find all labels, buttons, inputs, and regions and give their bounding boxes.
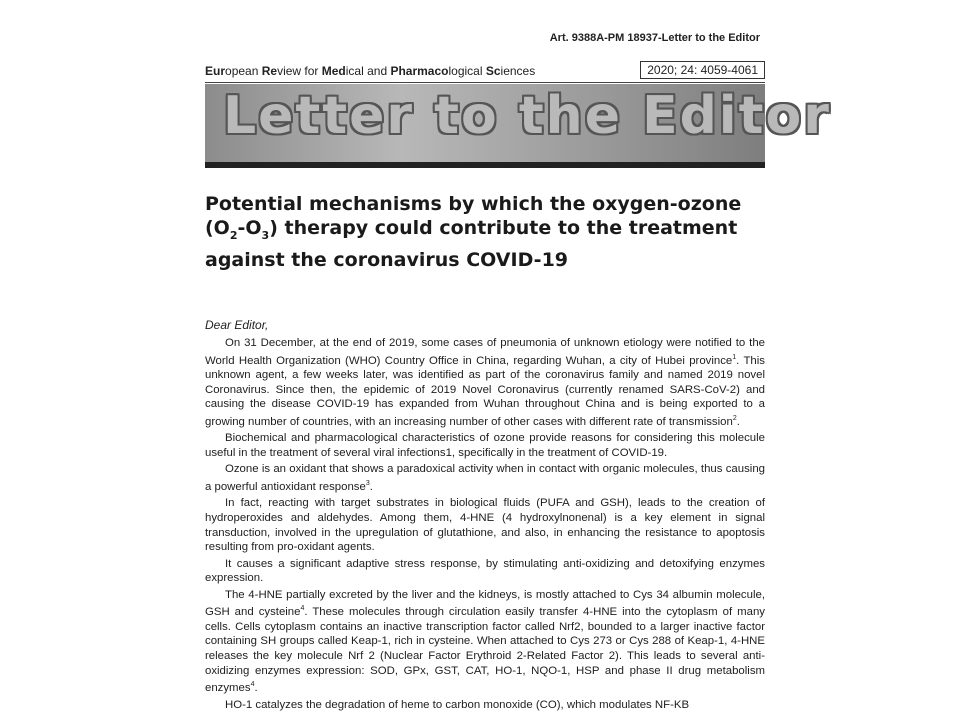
journal-citation: 2020; 24: 4059-4061 bbox=[640, 61, 765, 79]
journal-name bbox=[205, 64, 535, 78]
letter-body bbox=[205, 336, 765, 714]
reference-superscript: 4 bbox=[300, 605, 305, 613]
title-line-2 bbox=[205, 216, 765, 248]
body-paragraph bbox=[205, 698, 765, 713]
journal-name-part: Eur bbox=[205, 64, 226, 78]
title-subscript-3: 3 bbox=[261, 228, 270, 242]
reference-superscript: 1 bbox=[732, 353, 737, 361]
article-title bbox=[205, 192, 765, 272]
paragraph-text: . bbox=[254, 682, 258, 695]
reference-superscript: 3 bbox=[365, 479, 370, 487]
paragraph-text: Biochemical and pharmacological characteristics of ozone provide reasons for considering this molecule useful in the treatment of several viral infections1, specifically in the treatment of COVID-19. bbox=[205, 432, 765, 459]
body-paragraph bbox=[205, 496, 765, 554]
paragraph-text: Ozone is an oxidant that shows a paradoxical activity when in contact with organic molecules, thus causing a powerful antioxidant response bbox=[205, 463, 765, 493]
paragraph-text: . These molecules through circulation easily transfer 4-HNE into the cytoplasm of many cells. Cells cytoplasm contains an inactive transcription factor called Nrf2, bounded to a larger inactive factor containing SH groups called Keap-1, rich in cysteine. When attached to Cys 273 or Cys 288 of Keap-1, 4-HNE releases the key molecule Nrf 2 (Nuclear Factor Erythroid 2-Related Factor 2). This leads to several anti-oxidizing enzymes expression: SOD, GPx, GST, CAT, HO-1, NQO-1, HSP and phase II drug metabolism enzymes bbox=[205, 606, 765, 695]
journal-name-part: view for bbox=[277, 64, 322, 78]
paragraph-text: . This unknown agent, a few weeks later, was identified as part of the coronavirus family and named 2019 novel Coronavirus. Since then, the epidemic of 2019 Novel Coronavirus (currently renamed SARS-CoV-2) and causing the disease COVID-19 has expanded from Wuhan throughout China and is being exported to a growing number of countries, with an increasing number of other cases with different rate of transmission bbox=[205, 354, 765, 428]
body-paragraph bbox=[205, 557, 765, 586]
journal-name-part: logical bbox=[448, 64, 486, 78]
journal-name-part: Med bbox=[321, 64, 346, 78]
paragraph-text: The 4-HNE partially excreted by the liver and the kidneys, is mostly attached to Cys 34 albumin molecule, GSH and cysteine bbox=[205, 588, 765, 619]
journal-name-part: Re bbox=[261, 64, 278, 78]
journal-name-part: ical and bbox=[345, 64, 391, 78]
paragraph-text: . bbox=[369, 480, 373, 493]
body-paragraph bbox=[205, 462, 765, 494]
journal-name-part: iences bbox=[500, 64, 536, 78]
letter-to-editor-banner bbox=[205, 84, 831, 168]
article-id: Art. 9388A-PM 18937-Letter to the Editor bbox=[549, 32, 760, 44]
paragraph-text: . bbox=[736, 415, 740, 428]
journal-name-part: Pharmaco bbox=[390, 64, 449, 78]
title-subscript-2: 2 bbox=[229, 228, 238, 242]
body-paragraph bbox=[205, 588, 765, 696]
journal-name-part: opean bbox=[225, 64, 262, 78]
body-paragraph bbox=[205, 431, 765, 460]
salutation: Dear Editor, bbox=[205, 318, 269, 332]
paragraph-text: In fact, reacting with target substrates in biological fluids (PUFA and GSH), leads to the creation of hydroperoxides and aldehydes. Among them, 4-HNE (4 hydroxylnonenal) is a key element in signal transduction, involved in the upregulation of glutathione, and also, in enhancing the resistance to apoptosis resulting from pro-oxidant agents. bbox=[205, 497, 765, 554]
title-dash: -O bbox=[237, 217, 262, 239]
reference-superscript: 2 bbox=[732, 414, 737, 422]
banner-text: Letter to the Editor bbox=[223, 86, 831, 146]
paragraph-text: HO-1 catalyzes the degradation of heme to carbon monoxide (CO), which modulates NF-KB bbox=[225, 698, 690, 711]
title-line-2-rest: ) therapy could contribute to the treatment bbox=[269, 217, 738, 239]
title-line-1: Potential mechanisms by which the oxygen-ozone bbox=[205, 193, 742, 215]
body-paragraph bbox=[205, 336, 765, 429]
journal-header-bar bbox=[205, 60, 765, 83]
paragraph-text: It causes a significant adaptive stress response, by stimulating anti-oxidizing and detoxifying enzymes expression. bbox=[205, 557, 765, 585]
paragraph-text: On 31 December, at the end of 2019, some cases of pneumonia of unknown etiology were notified to the World Health Organization (WHO) Country Office in China, regarding Wuhan, a city of Hubei province bbox=[205, 337, 765, 367]
title-paren-open: (O bbox=[205, 217, 230, 239]
title-line-3: against the coronavirus COVID-19 bbox=[205, 248, 569, 271]
reference-superscript: 4 bbox=[250, 681, 255, 689]
journal-name-part: Sc bbox=[485, 64, 501, 78]
